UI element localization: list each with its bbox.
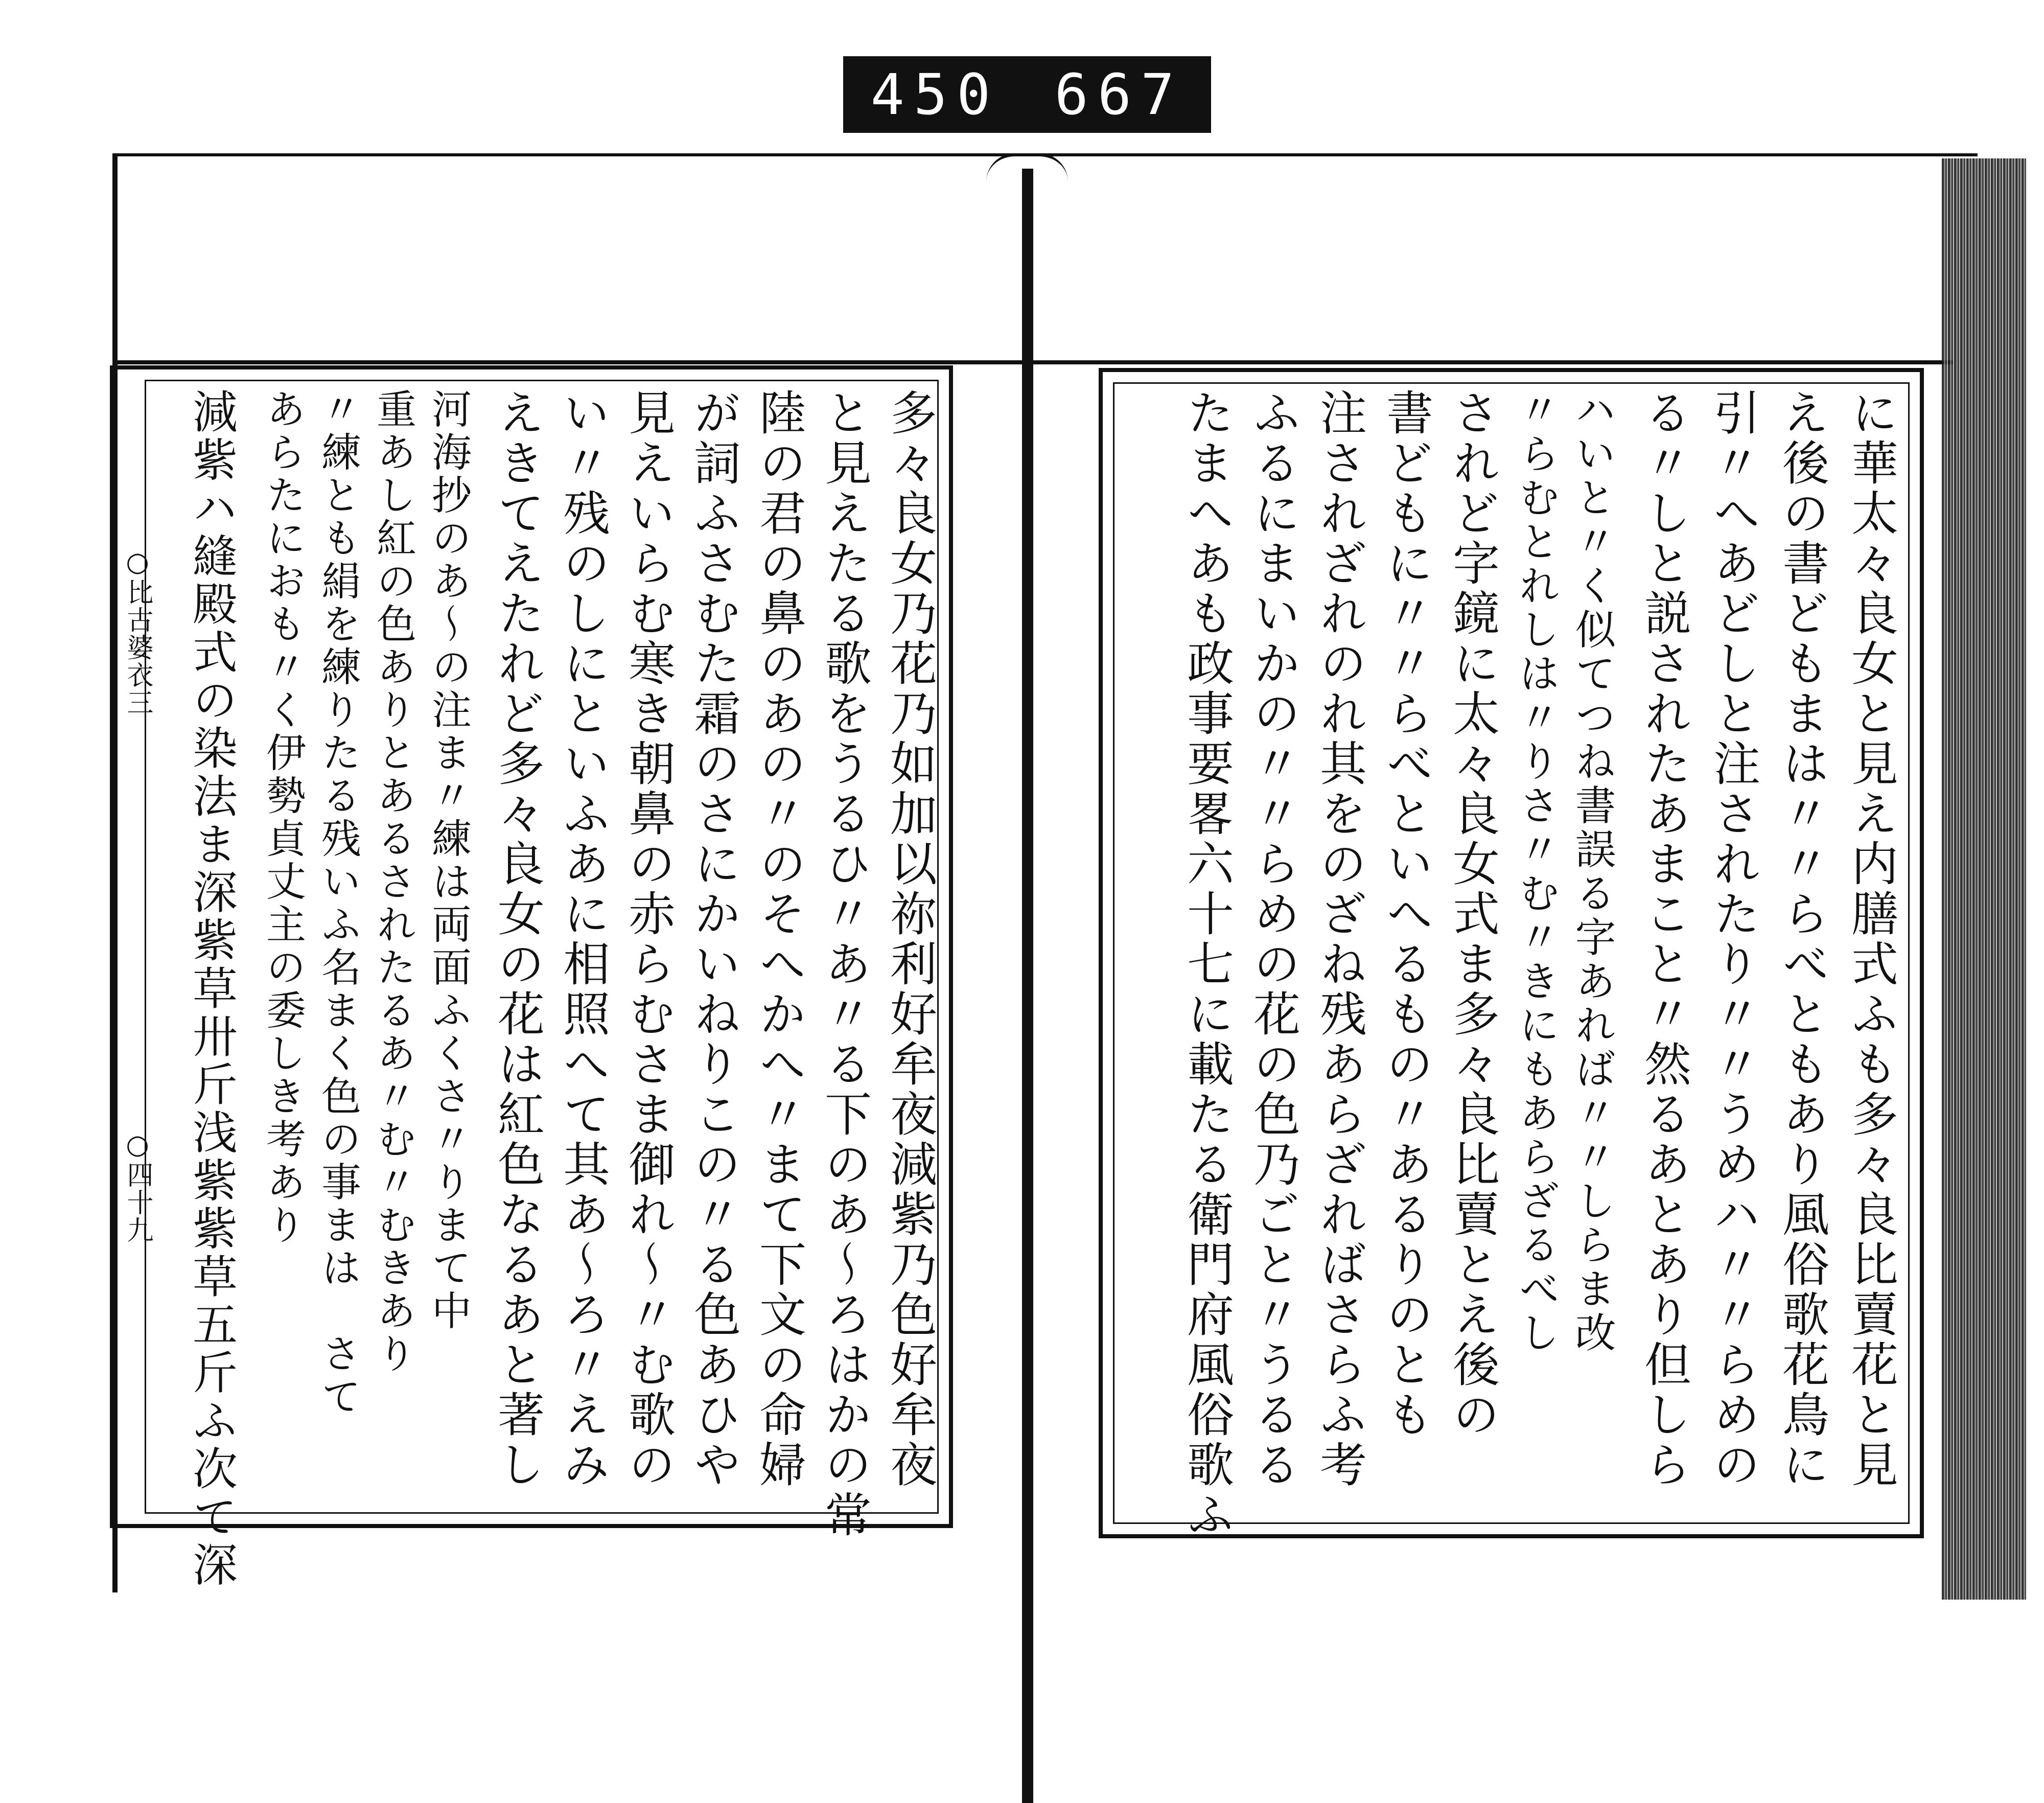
right-column-2: え後の書どもまは〃〃らべともあり風俗歌花鳥に [1775,388,1829,1490]
left-column-10: 〃練とも絹を練りたる残いふ名まく色の事まは さて [315,388,361,1419]
left-column-3: 陸の君の鼻のあの〃のそへかへ〃まて下文の命婦 [752,388,806,1490]
left-column-5: 見えいらむ寒き朝鼻の赤らむさま御れ〜〃む歌の [621,388,676,1490]
left-column-6: い〃残のしにといふあに相照へて其あ〜ろ〃えみ [555,388,610,1490]
left-column-2: と見えたる歌をうるひ〃あ〃る下のあ〜ろはかの常 [817,388,872,1540]
left-column-9: 重あし紅の色ありとあるされたるあ〃む〃むきあり [370,388,416,1376]
left-column-7: えきてえたれど多々良女の花は紅色なるあと著し [490,388,545,1490]
left-column-1: 多々良女乃花乃如加以祢利好牟夜減紫乃色好牟夜 [882,388,937,1490]
left-column-4: が詞ふさむた霜のさにかいねりこの〃る色あひや [686,388,741,1490]
left-head-rule [118,360,1022,364]
page-edges [1942,158,2026,1600]
left-column-8: 河海抄のあ〜の注ま〃練は両面ふくさ〃りまて中 [425,388,471,1333]
right-column-3: 引〃へあどしと注されたり〃〃うめハ〃〃らめの [1706,388,1760,1490]
catalog-label [843,56,1211,133]
right-column-7: されど字鏡に太々良女式ま多々良比賣とえ後の [1445,388,1500,1440]
running-title: ○比古婆衣三 [122,547,153,716]
book-spine [1022,169,1033,1803]
right-column-8: 書どもに〃〃らべといへるもの〃あるりのとも [1379,388,1433,1440]
right-head-rule [1033,360,1953,364]
catalog-number-left: 450 [870,62,1000,127]
right-column-6: 〃らむとれしは〃りさ〃む〃きにもあらざるべし [1512,388,1560,1355]
left-column-12: 減紫ハ縫殿式の染法ま深紫草卅斤浅紫紫草五斤ふ次て深 [185,388,238,1589]
right-column-11: たまへあも政事要畧六十七に載たる衛門府風俗歌ふ [1179,388,1234,1540]
right-column-9: 注されざれのれ其をのざね残あらざればさらふ考 [1312,388,1367,1490]
left-text-columns [153,388,943,1589]
right-text-columns [1122,388,1909,1540]
catalog-number-right: 667 [1054,62,1184,127]
left-column-11: あらたにおも〃く伊勢貞丈主の委しき考あり [260,388,306,1247]
right-column-10: ふるにまいかの〃〃らめの花の色乃ごと〃うるる [1246,388,1300,1490]
right-column-5: ハいと〃く似てつね書誤る字あれば〃〃しらま改 [1568,388,1616,1355]
right-column-4: る〃しと説されたあまこと〃然るあとあり但しら [1637,388,1691,1490]
page-number: ○四十九 [122,1129,153,1244]
right-column-1: に華太々良女と見え内膳式ふも多々良比賣花と見 [1844,388,1898,1490]
